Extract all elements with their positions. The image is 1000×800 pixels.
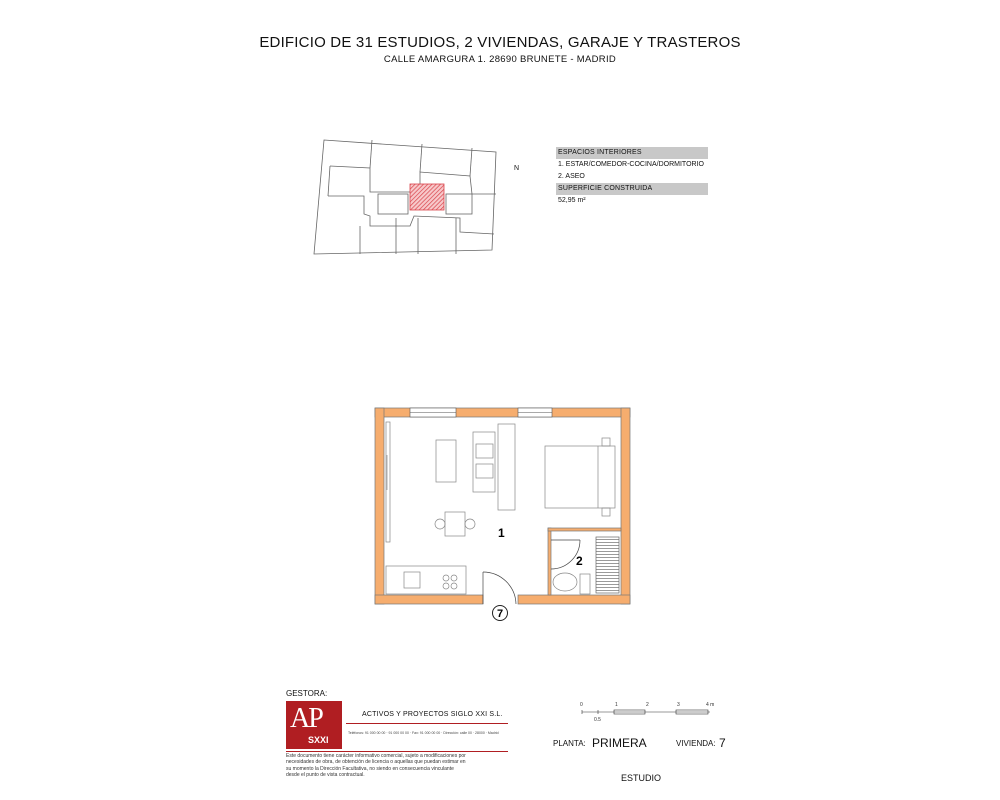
logo-sxxi: SXXI <box>308 735 329 745</box>
furniture <box>386 422 615 594</box>
doors <box>483 540 580 604</box>
disclaimer-text: Este documento tiene carácter informativo comercial, sujeto a modificaciones por necesidades de obra, de obtención de licencia o aquellas que puedan estimar en su momento la Dirección Facultativa, no siendo en consecuencia vinculante desde el punto de vista contractual. <box>286 753 466 778</box>
legend-item: 2. ASEO <box>558 173 585 180</box>
exterior-walls <box>375 408 630 604</box>
legend-superficie-title: SUPERFICIE CONSTRUIDA <box>556 183 708 195</box>
planta-value: PRIMERA <box>592 736 647 750</box>
company-logo <box>286 701 508 749</box>
document-title: EDIFICIO DE 31 ESTUDIOS, 2 VIVIENDAS, GARAJE Y TRASTEROS <box>259 34 741 51</box>
legend-superficie-value: 52,95 m² <box>558 197 586 204</box>
room-label-1: 1 <box>498 526 505 540</box>
scale-bar <box>578 700 718 724</box>
floor-plan <box>370 400 635 625</box>
legend-interiores-title: ESPACIOS INTERIORES <box>556 147 708 159</box>
north-label: N <box>514 165 520 172</box>
planta-label: PLANTA: <box>553 739 586 748</box>
legend-table <box>556 147 708 207</box>
logo-rule-bottom <box>286 751 508 752</box>
scale-sub-label: 0.5 <box>594 717 601 723</box>
scale-tick-label: 4 m <box>706 702 715 708</box>
legend-item: 1. ESTAR/COMEDOR-COCINA/DORMITORIO <box>558 161 704 168</box>
unit-marker-label: 7 <box>496 608 504 620</box>
unit-type: ESTUDIO <box>621 773 662 783</box>
shower-tray <box>596 537 619 593</box>
logo-ap: AP <box>290 703 322 734</box>
logo-mark <box>286 701 342 749</box>
scale-tick-label: 2 <box>646 702 649 708</box>
vivienda-label: VIVIENDA: <box>676 739 716 748</box>
vivienda-value: 7 <box>719 736 726 750</box>
gestora-label: GESTORA: <box>286 689 328 698</box>
scale-tick-label: 3 <box>677 702 680 708</box>
scale-tick-label: 1 <box>615 702 618 708</box>
room-label-2: 2 <box>576 554 583 568</box>
unit-highlight <box>410 184 444 210</box>
company-name: ACTIVOS Y PROYECTOS SIGLO XXI S.L. <box>362 711 503 718</box>
scale-tick-label: 0 <box>580 702 583 708</box>
key-plan <box>310 136 500 258</box>
logo-rule <box>346 723 508 724</box>
company-contact: Teléfonos: 91 000 00 00 · 91 000 00 00 · Fax: 91 000 00 00 · Dirección: calle 00 · 28000 · Madrid <box>348 731 499 735</box>
document-address: CALLE AMARGURA 1. 28690 BRUNETE - MADRID <box>383 54 617 65</box>
